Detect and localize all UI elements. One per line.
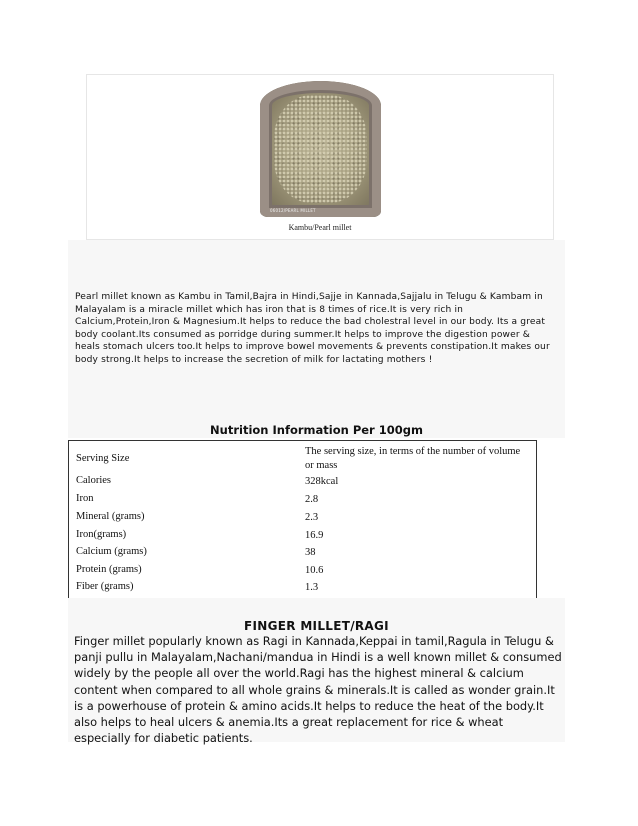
image-card	[86, 74, 554, 240]
row-value: 16.9	[305, 530, 324, 541]
nutrition-title: Nutrition Information Per 100gm	[210, 423, 423, 437]
row-label: Fiber (grams)	[76, 581, 134, 592]
row-label: Calcium (grams)	[76, 546, 147, 557]
row-label: Mineral (grams)	[76, 511, 145, 522]
row-label: Calories	[76, 475, 111, 486]
nutrition-table	[68, 440, 537, 599]
row-label: Iron(grams)	[76, 529, 127, 540]
row-value: The serving size, in terms of the number of volume or mass	[305, 446, 521, 471]
row-value: 38	[305, 547, 316, 558]
row-value: 1.3	[305, 582, 319, 593]
finger-millet-paragraph: Finger millet popularly known as Ragi in Kannada,Keppai in tamil,Ragula in Telugu & panji pullu in Malayalam,Nachani/mandua in Hindi is a well known millet & consumed widely by the people all over the world.Ragi has the highest mineral & calcium content when compared to all whole grains & minerals.It is called as wonder grain.It is a powerhouse of protein & amino acids.It helps to reduce the heat of the body.It also helps to heal ulcers & anemia.Its a great replacement for rice & wheat especially for diabetic patients.	[74, 634, 562, 746]
image-caption: Kambu/Pearl millet	[288, 223, 352, 232]
row-value: 10.6	[305, 565, 324, 576]
photo-stamp: 06012/PEARL MILLET	[270, 208, 316, 213]
finger-millet-title: FINGER MILLET/RAGI	[244, 619, 389, 633]
row-label: Iron	[76, 493, 94, 504]
row-value: 2.8	[305, 494, 319, 505]
row-value: 2.3	[305, 512, 319, 523]
row-value: 328kcal	[305, 476, 339, 487]
row-label: Serving Size	[76, 453, 130, 464]
pearl-millet-paragraph: Pearl millet known as Kambu in Tamil,Bajra in Hindi,Sajje in Kannada,Sajjalu in Telugu & Kambam in Malayalam is a miracle millet which has iron that is 8 times of rice.It is very rich in Calcium,Protein,Iron & Magnesium.It helps to reduce the bad cholestral level in our body. Its a great body coolant.Its consumed as porridge during summer.It helps to improve the digestion power & heals stomach ulcers too.It helps to improve bowel movements & prevents constipation.It makes our body strong.It helps to increase the secretion of milk for lactating mothers !	[75, 292, 550, 365]
pearl-millet-photo	[260, 81, 381, 217]
row-label: Protein (grams)	[76, 564, 142, 575]
